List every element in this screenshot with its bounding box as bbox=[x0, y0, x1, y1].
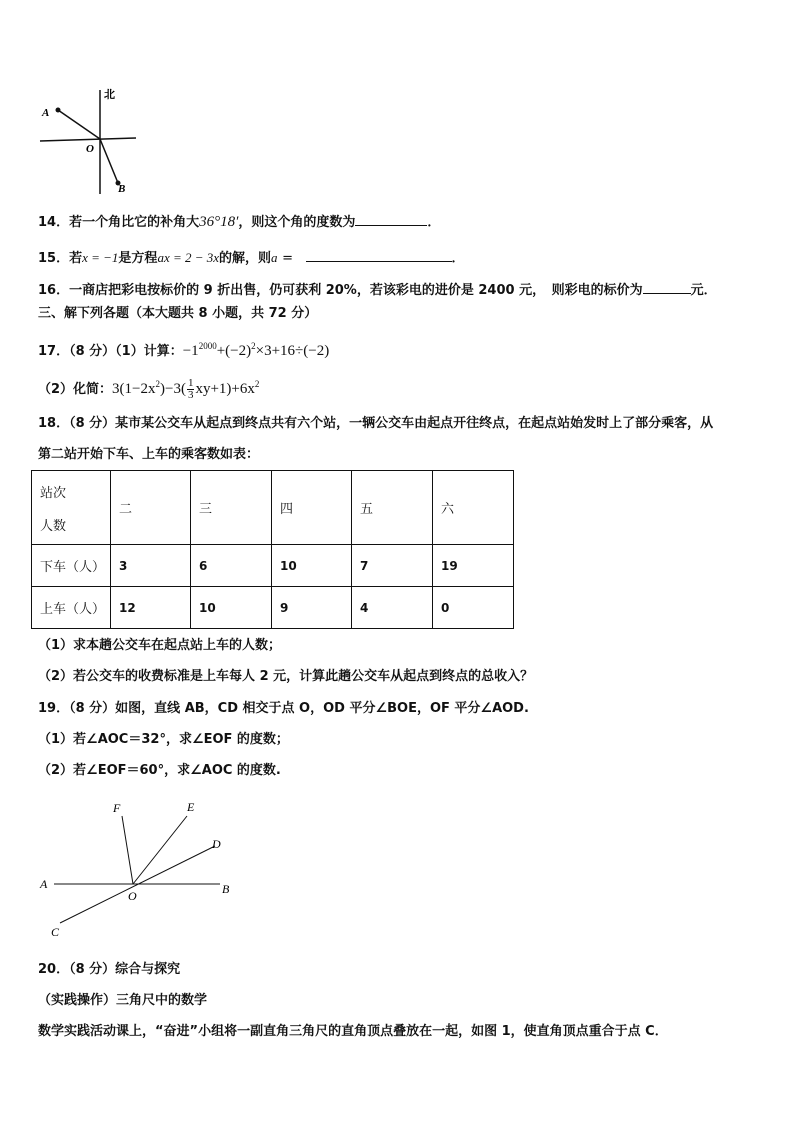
q17-p2-label: （2）化简： bbox=[38, 382, 113, 397]
question-18-sub-2: （2）若公交车的收费标准是上车每人 2 元，计算此趟公交车从起点到终点的总收入？ bbox=[38, 669, 534, 684]
question-18-line-1: 18．（8 分）某市某公交车从起点到终点共有六个站，一辆公交车由起点开往终点，在起点站始发时上了部分乘客，从 bbox=[38, 416, 714, 431]
q14-tail: ，则这个角的度数为 bbox=[238, 215, 356, 230]
label-A: A bbox=[42, 107, 50, 119]
q17-p1-label: 17．（8 分）（1）计算： bbox=[38, 344, 183, 359]
label-E: E bbox=[187, 800, 195, 814]
row-label-off: 下车（人） bbox=[32, 545, 111, 587]
point-A bbox=[56, 108, 61, 113]
label-O: O bbox=[128, 889, 137, 903]
cell-value: 9 bbox=[272, 587, 352, 629]
label-F: F bbox=[113, 801, 121, 815]
q14-answer-blank[interactable] bbox=[355, 213, 427, 226]
label-C: C bbox=[51, 925, 60, 939]
q14-text: 14．若一个角比它的补角大 bbox=[38, 215, 200, 230]
q16-end: 元． bbox=[690, 283, 717, 298]
q15-var: a bbox=[271, 250, 278, 265]
cell-value: 19 bbox=[433, 545, 514, 587]
question-20-line-1: 20．（8 分）综合与探究 bbox=[38, 962, 181, 977]
cell-value: 3 bbox=[111, 545, 191, 587]
q15-mid: 是方程 bbox=[118, 251, 158, 266]
question-20-line-2: （实践操作）三角尺中的数学 bbox=[38, 993, 208, 1008]
ray-OB bbox=[100, 139, 118, 183]
label-north: 北 bbox=[104, 88, 115, 101]
angle-figure bbox=[34, 796, 244, 942]
cell-value: 4 bbox=[352, 587, 433, 629]
question-18-line-2: 第二站开始下车、上车的乘客数如表： bbox=[38, 447, 260, 462]
q15-pre: 15．若 bbox=[38, 251, 83, 266]
west-east-axis bbox=[40, 138, 136, 141]
label-O: O bbox=[86, 143, 94, 155]
question-19-sub-2: （2）若∠EOF＝60°，求∠AOC 的度数. bbox=[38, 763, 281, 778]
q15-mid2: 的解，则 bbox=[219, 251, 272, 266]
question-20-line-3: 数学实践活动课上，“奋进”小组将一副直角三角尺的直角顶点叠放在一起，如图 1，使直角顶点重合于点 C． bbox=[38, 1024, 668, 1039]
q16-answer-blank[interactable] bbox=[643, 281, 691, 294]
q15-end: ． bbox=[451, 251, 465, 266]
cell-value: 10 bbox=[272, 545, 352, 587]
question-19-line-1: 19．（8 分）如图，直线 AB，CD 相交于点 O，OD 平分∠BOE，OF 平分∠AOD. bbox=[38, 701, 529, 716]
ray-OA bbox=[58, 110, 100, 139]
label-B: B bbox=[222, 882, 230, 896]
cell-value: 0 bbox=[433, 587, 514, 629]
question-18-sub-1: （1）求本趟公交车在起点站上车的人数； bbox=[38, 638, 282, 653]
bus-passenger-table bbox=[31, 470, 514, 629]
q16-text: 16．一商店把彩电按标价的 9 折出售，仍可获利 20%，若该彩电的进价是 2400 元， 则彩电的标价为 bbox=[38, 283, 643, 298]
row-label-on: 上车（人） bbox=[32, 587, 111, 629]
question-14 bbox=[38, 213, 440, 232]
q17-p2-expr: $3(1-2x^2)-3$( $\frac{1}{3}$ $xy+1)+6x^2$ bbox=[112, 377, 260, 402]
cell-value: 7 bbox=[352, 545, 433, 587]
ray-OF bbox=[122, 816, 133, 884]
question-17-part-1 bbox=[38, 337, 329, 361]
q14-end: ． bbox=[427, 215, 441, 230]
q15-eq2: ax = 2 − 3x bbox=[157, 250, 220, 265]
question-17-part-2 bbox=[38, 375, 259, 401]
table-row bbox=[32, 545, 514, 587]
q17-p1-expr: $-1^{2000}+(-2)^2\times 3+16\div(-2)$ bbox=[182, 341, 330, 359]
q15-eqsign: = bbox=[282, 251, 293, 266]
station-6: 六 bbox=[433, 471, 514, 545]
q15-eq1: x = −1 bbox=[82, 250, 119, 265]
compass-figure bbox=[34, 84, 144, 200]
station-4: 四 bbox=[272, 471, 352, 545]
question-19-sub-1: （1）若∠AOC＝32°，求∠EOF 的度数； bbox=[38, 732, 289, 747]
fraction-one-third: $\frac{1}{3}$ bbox=[187, 377, 194, 402]
label-A: A bbox=[40, 877, 48, 891]
q15-answer-blank[interactable] bbox=[306, 249, 452, 262]
cell-value: 6 bbox=[191, 545, 272, 587]
table-row bbox=[32, 587, 514, 629]
cell-value: 12 bbox=[111, 587, 191, 629]
station-3: 三 bbox=[191, 471, 272, 545]
q14-angle: 36°18′ bbox=[199, 214, 239, 230]
label-B: B bbox=[118, 183, 126, 195]
label-D: D bbox=[212, 837, 221, 851]
station-5: 五 bbox=[352, 471, 433, 545]
cell-value: 10 bbox=[191, 587, 272, 629]
question-16 bbox=[38, 281, 717, 300]
table-header-corner: 站次 人数 bbox=[32, 471, 111, 545]
station-2: 二 bbox=[111, 471, 191, 545]
question-15 bbox=[38, 249, 465, 268]
table-header-row bbox=[32, 471, 514, 545]
section-3-heading: 三、解下列各题（本大题共 8 小题，共 72 分） bbox=[38, 306, 318, 321]
